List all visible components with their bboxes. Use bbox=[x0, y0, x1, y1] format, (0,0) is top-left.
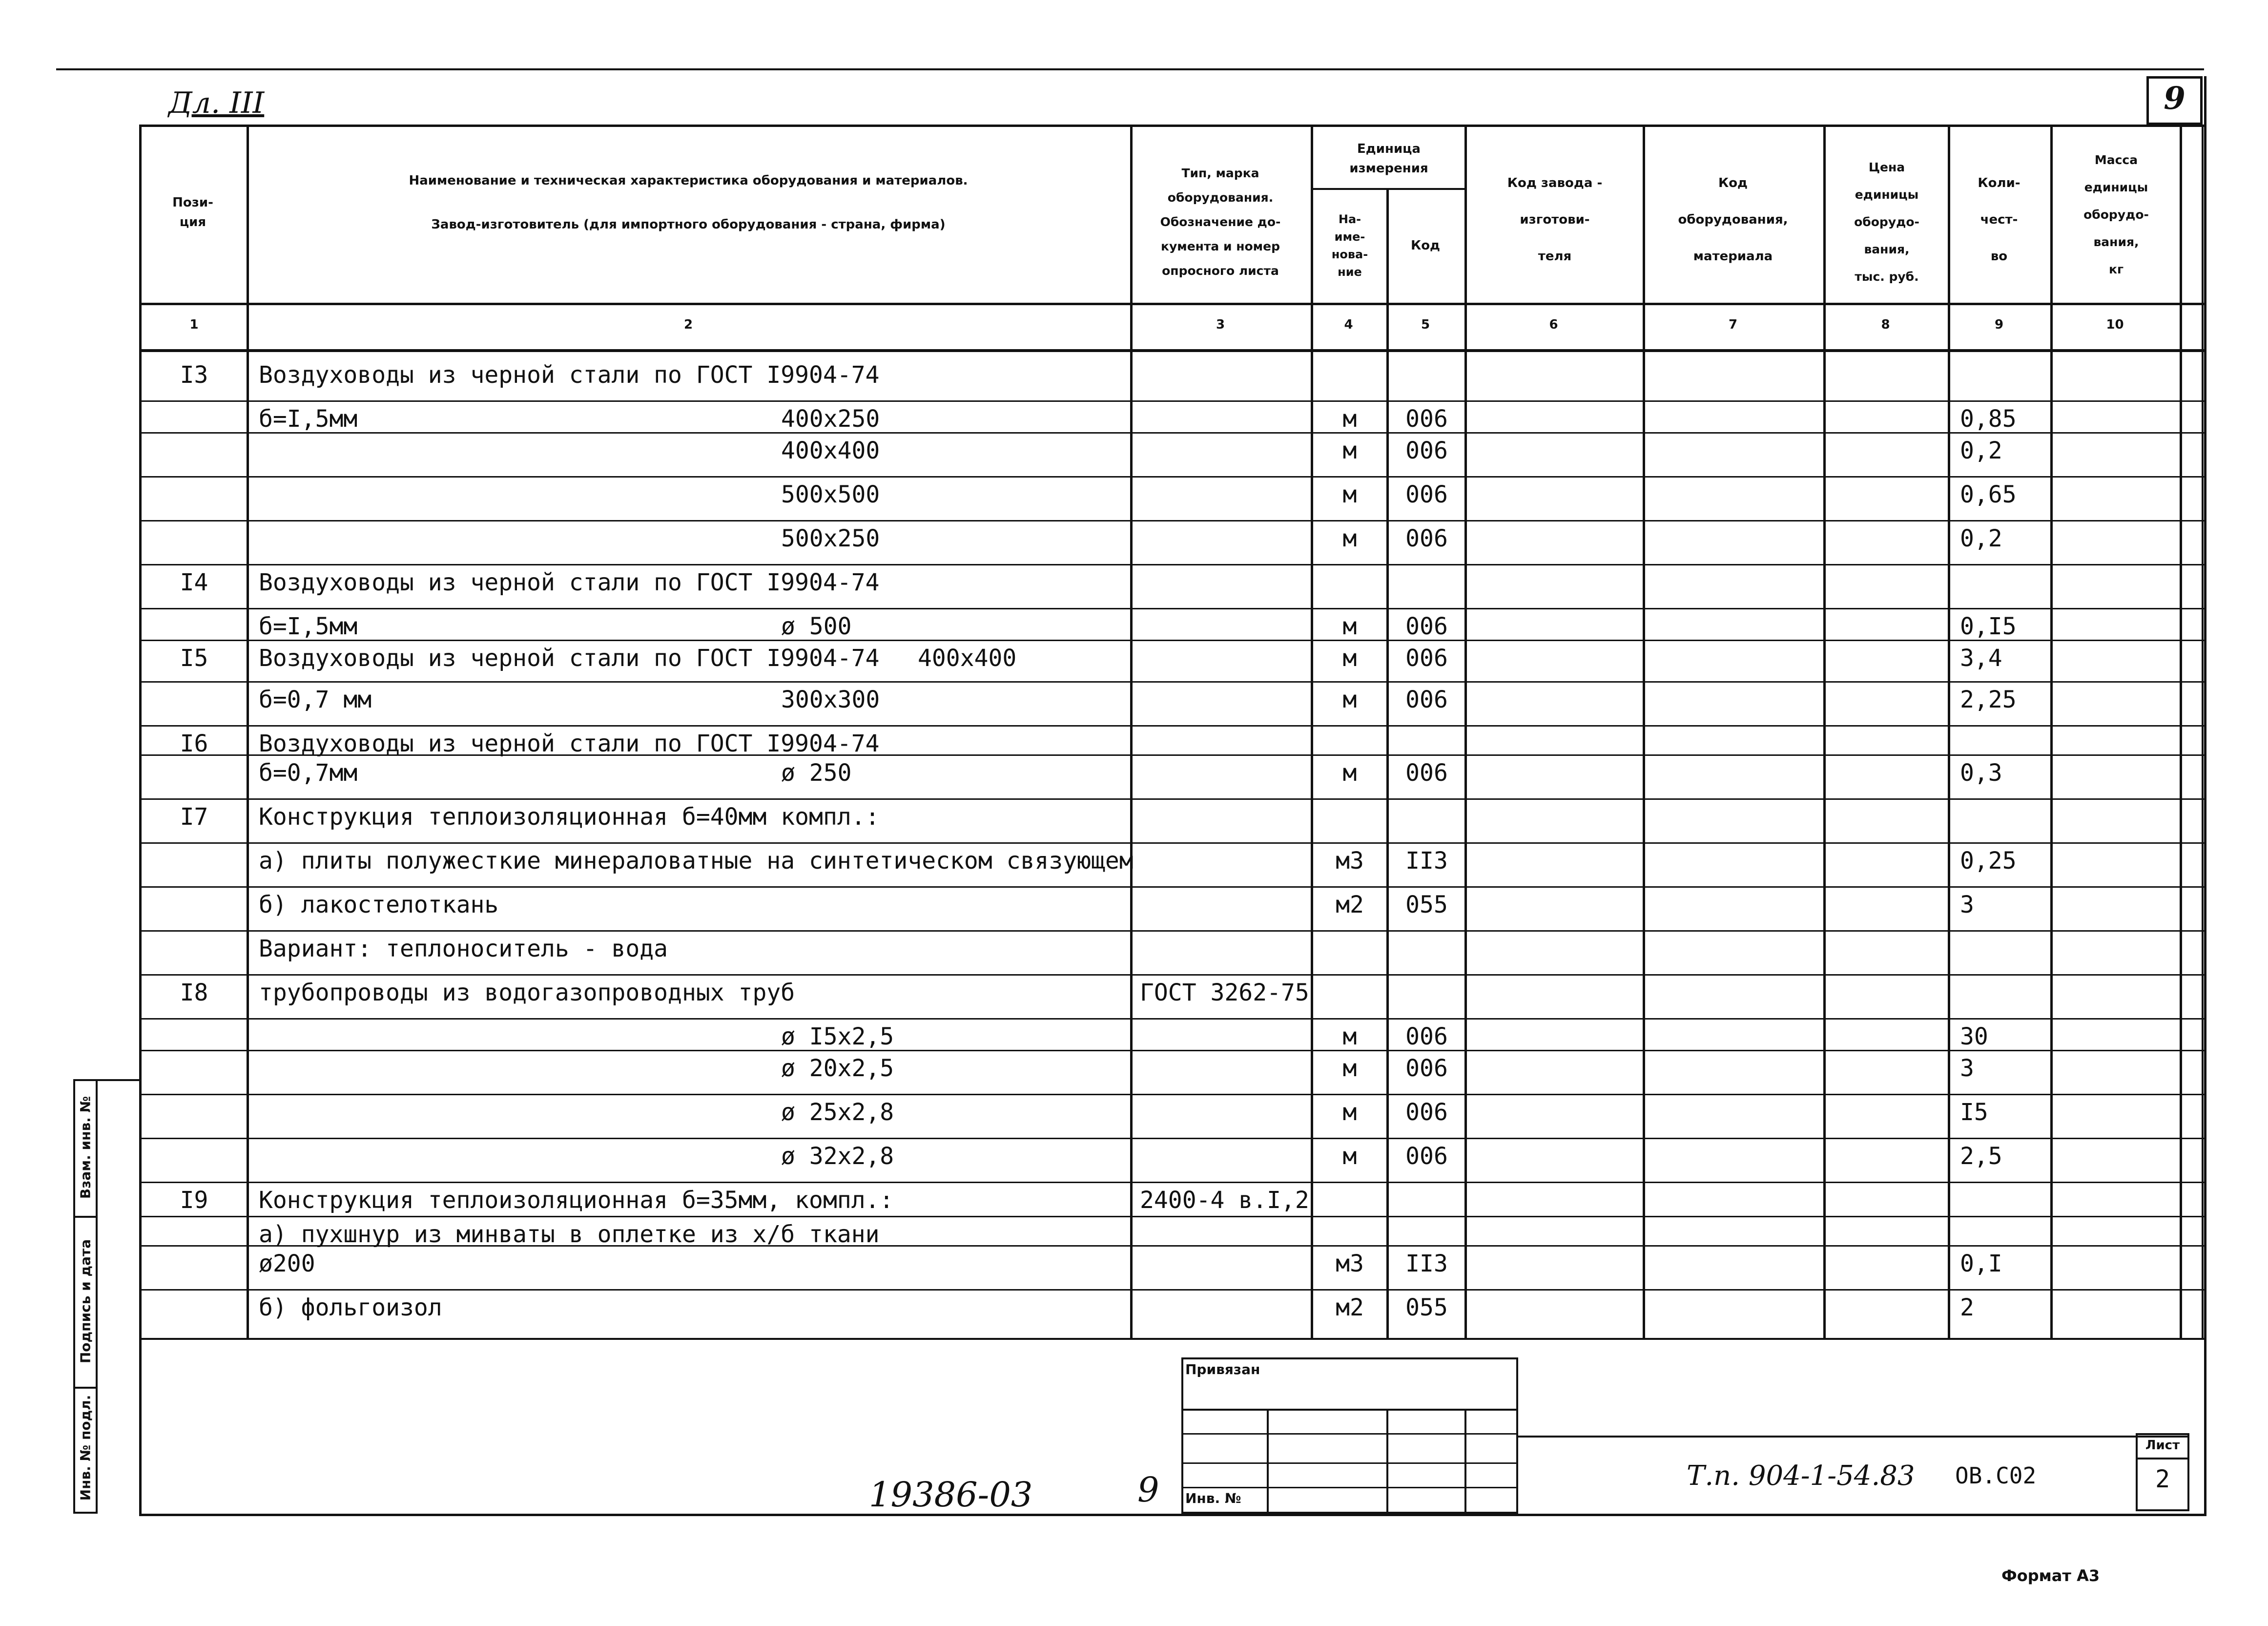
row-line bbox=[139, 681, 2206, 683]
row-unit: м bbox=[1342, 1143, 1357, 1170]
header-quantity: Коли- чест- во bbox=[1978, 175, 2021, 264]
row-line bbox=[139, 608, 2206, 609]
row-quantity: 2,5 bbox=[1960, 1143, 2002, 1170]
row-unit: м bbox=[1342, 645, 1357, 672]
row-size: ø I5x2,5 bbox=[781, 1023, 894, 1050]
row-document: 2400-4 в.I,2 bbox=[1140, 1187, 1309, 1214]
row-name: а) плиты полужесткие минераловатные на синтетическом связующем bbox=[259, 847, 1134, 875]
header-plant-code: Код завода - изготови- теля bbox=[1507, 175, 1603, 264]
privyazan-label: Привязан bbox=[1185, 1361, 1260, 1377]
row-line bbox=[139, 798, 2206, 800]
column-number: 9 bbox=[1994, 317, 2004, 332]
numbers-bottom-line bbox=[139, 349, 2206, 352]
column-line bbox=[2180, 125, 2182, 1338]
row-position: I9 bbox=[180, 1187, 208, 1214]
header-unit-name: На- име- нова- ние bbox=[1331, 212, 1368, 279]
row-unit: м2 bbox=[1336, 1294, 1364, 1321]
row-unit: м bbox=[1342, 1023, 1357, 1050]
table-right-border bbox=[2204, 76, 2206, 1514]
row-unit: м bbox=[1342, 481, 1357, 508]
row-size: ø 250 bbox=[781, 759, 852, 787]
side-stamp-divider bbox=[73, 1216, 98, 1218]
row-name: б=I,5мм bbox=[259, 405, 358, 433]
table-bottom-border bbox=[139, 1514, 2206, 1516]
row-line bbox=[139, 520, 2206, 521]
column-line bbox=[1643, 125, 1645, 1338]
row-quantity: I5 bbox=[1960, 1099, 1988, 1126]
row-name: б=0,7 мм bbox=[259, 686, 372, 713]
row-unit-code: 006 bbox=[1405, 437, 1448, 464]
row-quantity: 2,25 bbox=[1960, 686, 2017, 713]
header-type: Тип, марка оборудования. Обозначение до- кумента и номер опросного листа bbox=[1160, 166, 1281, 278]
list-label: Лист bbox=[2145, 1438, 2180, 1453]
doc-code: ОВ.С02 bbox=[1955, 1462, 2037, 1489]
row-name: Воздуховоды из черной стали по ГОСТ I9904-74 bbox=[259, 645, 880, 672]
row-quantity: 0,2 bbox=[1960, 437, 2002, 464]
header-position: Пози- ция bbox=[172, 195, 213, 229]
row-size: ø 20x2,5 bbox=[781, 1055, 894, 1082]
column-number: 3 bbox=[1216, 317, 1225, 332]
row-name: Воздуховоды из черной стали по ГОСТ I9904-74 bbox=[259, 730, 880, 757]
row-name: б) фольгоизол bbox=[259, 1294, 442, 1321]
row-unit-code: 006 bbox=[1405, 405, 1448, 433]
row-line bbox=[139, 1289, 2206, 1291]
row-line bbox=[139, 930, 2206, 932]
column-number: 2 bbox=[683, 317, 693, 332]
row-name: Вариант: теплоноситель - вода bbox=[259, 935, 668, 962]
header-name-line1: Наименование и техническая характеристика оборудования и материалов. bbox=[409, 173, 968, 188]
title-block-line bbox=[1518, 1436, 2189, 1438]
row-line bbox=[139, 564, 2206, 565]
column-line bbox=[2202, 125, 2204, 1338]
row-line bbox=[139, 886, 2206, 888]
row-unit: м3 bbox=[1336, 847, 1364, 875]
row-name: Воздуховоды из черной стали по ГОСТ I9904-74 bbox=[259, 361, 880, 389]
column-number: 1 bbox=[189, 317, 199, 332]
row-line bbox=[139, 1050, 2206, 1051]
row-unit: м bbox=[1342, 1099, 1357, 1126]
row-line bbox=[139, 400, 2206, 402]
row-unit-code: 055 bbox=[1405, 1294, 1448, 1321]
row-unit: м bbox=[1342, 437, 1357, 464]
row-unit-code: 055 bbox=[1405, 891, 1448, 918]
sheet-marker: Дл. III bbox=[168, 86, 265, 120]
row-line bbox=[139, 432, 2206, 434]
row-line bbox=[139, 476, 2206, 478]
doc-number: Т.п. 904-1-54.83 bbox=[1687, 1460, 1915, 1492]
row-position: I8 bbox=[180, 979, 208, 1006]
column-line bbox=[1948, 125, 1950, 1338]
table-top-border bbox=[139, 125, 2206, 127]
row-unit: м bbox=[1342, 613, 1357, 640]
side-stamp-inv-podl: Инв. № подл. bbox=[77, 1395, 94, 1501]
row-unit-code: II3 bbox=[1405, 1250, 1448, 1277]
header-name-line2: Завод-изготовитель (для импортного оборудования - страна, фирма) bbox=[431, 217, 946, 232]
column-line bbox=[1130, 125, 1133, 1338]
list-number: 2 bbox=[2155, 1465, 2170, 1493]
row-line bbox=[139, 725, 2206, 727]
column-line bbox=[247, 125, 249, 1338]
header-mass: Масса единицы оборудо- вания, кг bbox=[2083, 153, 2149, 276]
row-name: Конструкция теплоизоляционная б=40мм компл.: bbox=[259, 803, 880, 831]
row-line bbox=[139, 1094, 2206, 1095]
row-document: ГОСТ 3262-75 bbox=[1140, 979, 1309, 1006]
top-border-line bbox=[56, 68, 2204, 70]
row-unit: м2 bbox=[1336, 891, 1364, 918]
row-quantity: 3 bbox=[1960, 1055, 1974, 1082]
row-name: ø200 bbox=[259, 1250, 315, 1277]
row-size: 300x300 bbox=[781, 686, 880, 713]
row-line bbox=[139, 1138, 2206, 1139]
stamp-line bbox=[1386, 1409, 1388, 1514]
row-quantity: 3 bbox=[1960, 891, 1974, 918]
side-stamp-field bbox=[98, 1079, 142, 1514]
list-box-line bbox=[2136, 1458, 2189, 1459]
row-size: 500x250 bbox=[781, 525, 880, 552]
table-body-bottom-line bbox=[139, 1338, 2206, 1340]
row-name: Воздуховоды из черной стали по ГОСТ I9904-74 bbox=[259, 569, 880, 596]
row-unit-code: 006 bbox=[1405, 613, 1448, 640]
row-unit-code: 006 bbox=[1405, 481, 1448, 508]
column-line bbox=[2050, 125, 2053, 1338]
inv-no-label: Инв. № bbox=[1185, 1490, 1241, 1506]
stamp-line bbox=[1181, 1462, 1518, 1464]
row-unit: м bbox=[1342, 525, 1357, 552]
row-unit: м bbox=[1342, 759, 1357, 787]
row-quantity: 0,I bbox=[1960, 1250, 2002, 1277]
sheet-hand-number: 9 bbox=[1137, 1470, 1159, 1510]
column-number: 6 bbox=[1549, 317, 1558, 332]
header-bottom-line bbox=[139, 303, 2206, 305]
stamp-line bbox=[1464, 1409, 1466, 1514]
row-position: I4 bbox=[180, 569, 208, 596]
row-quantity: 0,I5 bbox=[1960, 613, 2017, 640]
row-unit-code: 006 bbox=[1405, 1099, 1448, 1126]
row-size: 400x400 bbox=[918, 645, 1017, 672]
header-equipment-code: Код оборудования, материала bbox=[1678, 175, 1788, 264]
row-unit: м bbox=[1342, 1055, 1357, 1082]
row-unit: м bbox=[1342, 405, 1357, 433]
row-quantity: 0,25 bbox=[1960, 847, 2017, 875]
row-name: б=0,7мм bbox=[259, 759, 358, 787]
row-unit-code: 006 bbox=[1405, 1055, 1448, 1082]
side-stamp-vzam: Взам. инв. № bbox=[77, 1096, 94, 1199]
row-line bbox=[139, 974, 2206, 976]
row-name: б=I,5мм bbox=[259, 613, 358, 640]
row-unit: м bbox=[1342, 686, 1357, 713]
row-line bbox=[139, 842, 2206, 844]
row-line bbox=[139, 1216, 2206, 1217]
row-quantity: 0,2 bbox=[1960, 525, 2002, 552]
column-number: 5 bbox=[1421, 317, 1430, 332]
row-size: 400x400 bbox=[781, 437, 880, 464]
stamp-line bbox=[1181, 1409, 1518, 1411]
row-line bbox=[139, 640, 2206, 641]
side-stamp-podpis: Подпись и дата bbox=[77, 1239, 94, 1364]
row-position: I3 bbox=[180, 361, 208, 389]
row-name: трубопроводы из водогазопроводных труб bbox=[259, 979, 795, 1006]
format-label: Формат А3 bbox=[2001, 1566, 2100, 1585]
row-size: ø 32x2,8 bbox=[781, 1143, 894, 1170]
row-unit-code: 006 bbox=[1405, 1143, 1448, 1170]
row-name: а) пухшнур из минваты в оплетке из х/б ткани bbox=[259, 1221, 880, 1248]
side-stamp-divider bbox=[73, 1387, 98, 1389]
row-name: б) лакостелоткань bbox=[259, 891, 499, 918]
row-line bbox=[139, 1182, 2206, 1183]
row-quantity: 0,65 bbox=[1960, 481, 2017, 508]
column-number: 4 bbox=[1344, 317, 1353, 332]
column-number: 7 bbox=[1728, 317, 1738, 332]
column-line bbox=[1823, 125, 1826, 1338]
page-number: 9 bbox=[2164, 80, 2186, 117]
row-quantity: 3,4 bbox=[1960, 645, 2002, 672]
row-position: I6 bbox=[180, 730, 208, 757]
row-size: 500x500 bbox=[781, 481, 880, 508]
row-unit-code: 006 bbox=[1405, 686, 1448, 713]
row-size: 400x250 bbox=[781, 405, 880, 433]
row-unit-code: 006 bbox=[1405, 759, 1448, 787]
row-unit: м3 bbox=[1336, 1250, 1364, 1277]
row-unit-code: 006 bbox=[1405, 525, 1448, 552]
row-position: I7 bbox=[180, 803, 208, 831]
stamp-line bbox=[1267, 1409, 1269, 1514]
row-unit-code: 006 bbox=[1405, 1023, 1448, 1050]
row-quantity: 30 bbox=[1960, 1023, 1988, 1050]
header-unit-group: Единица измерения bbox=[1349, 142, 1428, 176]
row-unit-code: II3 bbox=[1405, 847, 1448, 875]
column-number: 10 bbox=[2106, 317, 2124, 332]
stamp-line bbox=[1181, 1433, 1518, 1435]
album-number: 19386-03 bbox=[869, 1475, 1033, 1515]
row-position: I5 bbox=[180, 645, 208, 672]
row-quantity: 2 bbox=[1960, 1294, 1974, 1321]
row-size: ø 25x2,8 bbox=[781, 1099, 894, 1126]
column-number: 8 bbox=[1881, 317, 1890, 332]
row-quantity: 0,3 bbox=[1960, 759, 2002, 787]
row-size: ø 500 bbox=[781, 613, 852, 640]
row-quantity: 0,85 bbox=[1960, 405, 2017, 433]
stamp-line bbox=[1181, 1487, 1518, 1488]
column-line bbox=[1464, 125, 1467, 1338]
header-price: Цена единицы оборудо- вания, тыс. руб. bbox=[1854, 160, 1919, 284]
row-line bbox=[139, 1018, 2206, 1020]
row-unit-code: 006 bbox=[1405, 645, 1448, 672]
header-unit-code: Код bbox=[1410, 238, 1441, 253]
row-name: Конструкция теплоизоляционная б=35мм, компл.: bbox=[259, 1187, 894, 1214]
